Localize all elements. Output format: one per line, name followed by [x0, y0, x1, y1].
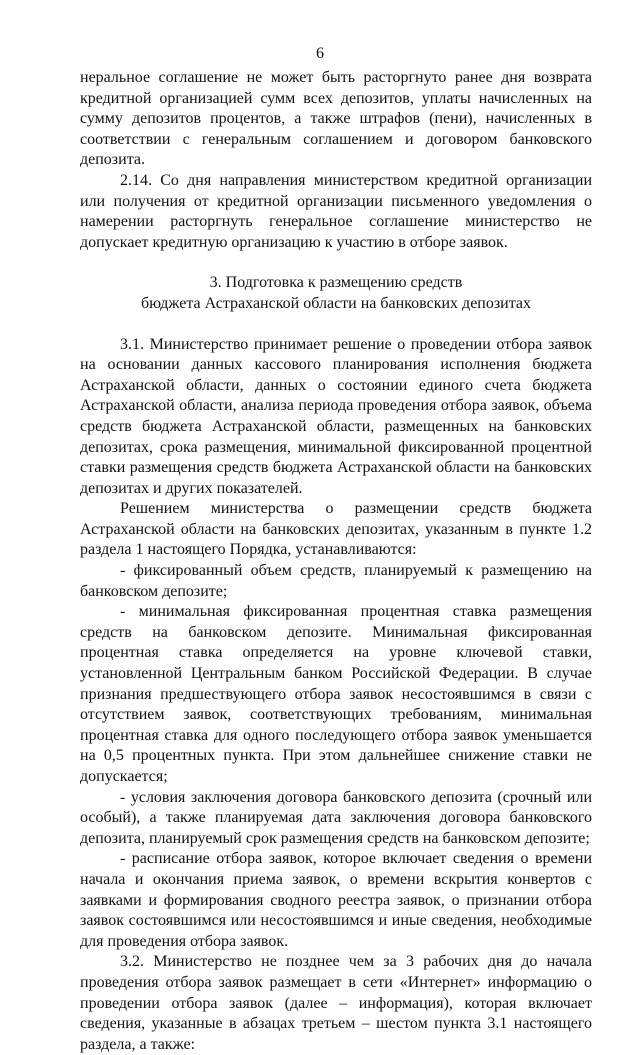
document-body [80, 68, 592, 1055]
paragraph-3-1: 3.1. Министерство принимает решение о проведении отбора заявок на основании данных кассового планирования исполнения бюджета Астраханской области, данных о состоянии единого счета бюджета Астраханской области, анализа периода проведения отбора заявок, объема средств бюджета Астраханской области, размещенных на банковских депозитах, срока размещения, минимальной фиксированной процентной ставки размещения средств бюджета Астраханской области на банковских депозитах и других показателей. [80, 335, 592, 497]
list-item-schedule: - расписание отбора заявок, которое включает сведения о времени начала и окончания приема заявок, о времени вскрытия конвертов с заявками и формирования сводного реестра заявок, о признании отбора заявок состоявшимся или несостоявшимся и иные сведения, необходимые для проведения отбора заявок. [80, 850, 592, 950]
list-item-conditions: - условия заключения договора банковского депозита (срочный или особый), а также планируемая дата заключения договора банковского депозита, планируемый срок размещения средств на банковском депозите; [80, 788, 592, 847]
list-item-rate: - минимальная фиксированная процентная ставка размещения средств на банковском депозите. Минимальная фиксированная процентная ставка определяется на уровне ключевой ставки, установленной Центральным банком Российской Федерации. В случае признания предшествующего отбора заявок несостоявшимся в связи с отсутствием заявок, соответствующих требованиям, минимальная процентная ставка для одного последующего отбора заявок уменьшается на 0,5 процентных пункта. При этом дальнейшее снижение ставки не допускается; [80, 603, 592, 785]
section-3-heading [80, 273, 592, 314]
paragraph-continuation: неральное соглашение не может быть расторгнуто ранее дня возврата кредитной организацией сумм всех депозитов, уплаты начисленных на сумму депозитов процентов, а также штрафов (пени), начисленных в соответствии с генеральным соглашением и договором банковского депозита. [80, 69, 592, 169]
list-item-volume: - фиксированный объем средств, планируемый к размещению на банковском депозите; [80, 562, 592, 600]
paragraph-decision: Решением министерства о размещении средств бюджета Астраханской области на банковских депозитах, указанным в пункте 1.2 раздела 1 настоящего Порядка, устанавливаются: [80, 500, 592, 559]
paragraph-3-2: 3.2. Министерство не позднее чем за 3 рабочих дня до начала проведения отбора заявок размещает в сети «Интернет» информацию о проведении отбора заявок (далее – информация), которая включает сведения, указанные в абзацах третьем – шестом пункта 3.1 настоящего раздела, а также: [80, 953, 592, 1053]
section-heading-line-2: бюджета Астраханской области на банковских депозитах [140, 294, 532, 312]
page-number: 6 [316, 45, 324, 62]
paragraph-2-14: 2.14. Со дня направления министерством кредитной организации или получения от кредитной организации письменного уведомления о намерении расторгнуть генеральное соглашение министерство не допускает кредитную организацию к участию в отборе заявок. [80, 171, 592, 251]
section-heading-line-1: 3. Подготовка к размещению средств [209, 274, 463, 292]
